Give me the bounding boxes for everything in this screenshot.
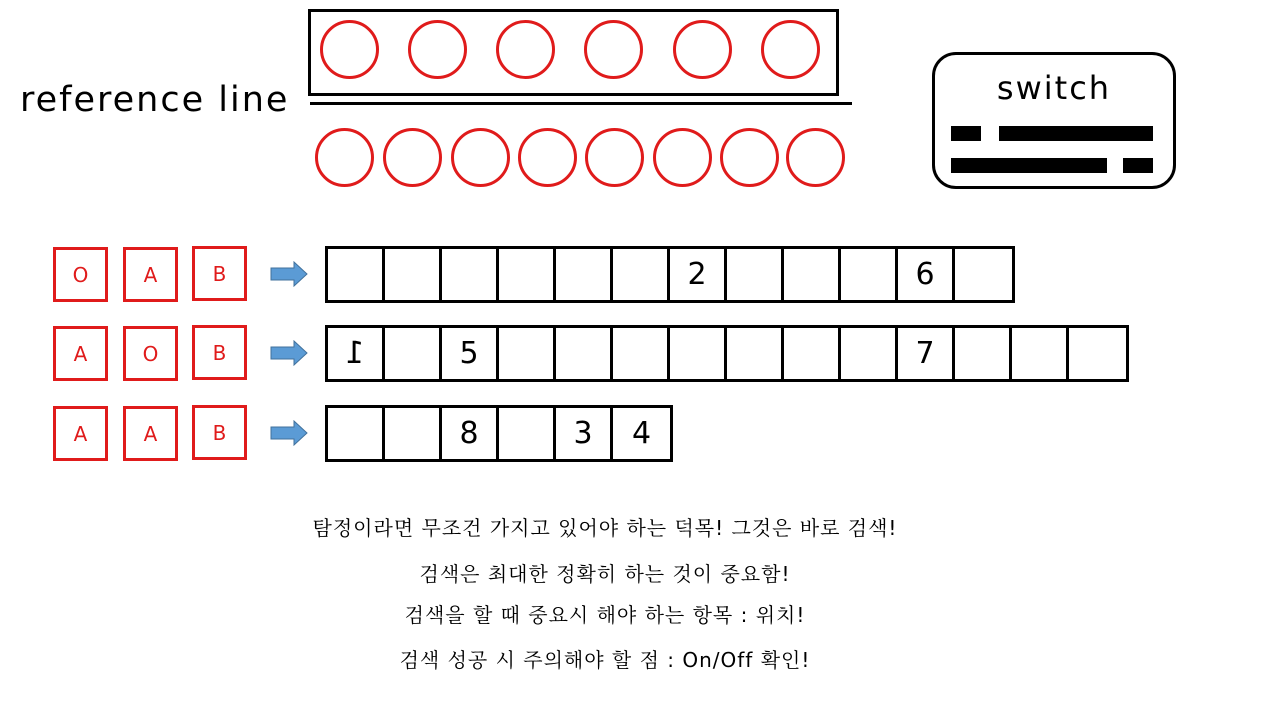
switch-bar [951, 158, 1107, 173]
switch-bar [999, 126, 1153, 141]
rule-letter-box: A [53, 406, 108, 461]
right-arrow-icon [270, 420, 308, 446]
rule-letter-box: A [53, 326, 108, 381]
token-circle[interactable] [585, 128, 644, 187]
grid-cell[interactable] [556, 328, 613, 379]
grid-cell[interactable] [841, 249, 898, 300]
note-line: 탐정이라면 무조건 가지고 있어야 하는 덕목! 그것은 바로 검색! [312, 516, 898, 540]
grid-cell[interactable]: 2 [670, 249, 727, 300]
token-circle[interactable] [761, 20, 820, 79]
switch-bar [1123, 158, 1153, 173]
grid-cell[interactable] [499, 249, 556, 300]
grid-cell[interactable] [613, 328, 670, 379]
grid-cell[interactable] [784, 328, 841, 379]
token-circle[interactable] [315, 128, 374, 187]
grid-cell[interactable] [385, 408, 442, 459]
token-circle[interactable] [451, 128, 510, 187]
grid-cell[interactable]: 4 [631, 416, 652, 451]
reference-line [310, 102, 852, 105]
grid-cell[interactable] [784, 249, 841, 300]
upper-token-tray [308, 9, 839, 96]
token-circle[interactable] [518, 128, 577, 187]
grid-cell[interactable]: 3 [556, 408, 613, 459]
grid-cell[interactable] [1012, 328, 1069, 379]
switch-bar [951, 126, 981, 141]
grid-cell[interactable]: 7 [898, 328, 955, 379]
grid-cell[interactable] [385, 249, 442, 300]
rule-letter-box: A [123, 247, 178, 302]
grid-cell[interactable] [328, 408, 385, 459]
token-circle[interactable] [320, 20, 379, 79]
cell-row [325, 325, 1129, 382]
note-line: 검색 성공 시 주의해야 할 점 : On/Off 확인! [399, 648, 811, 672]
token-circle[interactable] [584, 20, 643, 79]
rule-letter-box: B [192, 246, 247, 301]
rule-letter-box: O [123, 326, 178, 381]
rule-letter-box: B [192, 325, 247, 380]
reference-line-label: reference line [20, 80, 290, 120]
grid-cell[interactable]: 6 [898, 249, 955, 300]
grid-cell[interactable] [670, 328, 727, 379]
token-circle[interactable] [720, 128, 779, 187]
token-circle[interactable] [496, 20, 555, 79]
right-arrow-icon [270, 340, 308, 366]
grid-cell[interactable] [1069, 328, 1126, 379]
token-circle[interactable] [673, 20, 732, 79]
grid-cell[interactable] [955, 328, 1012, 379]
grid-cell[interactable] [841, 328, 898, 379]
grid-cell[interactable] [328, 249, 385, 300]
token-circle[interactable] [408, 20, 467, 79]
grid-cell[interactable] [442, 249, 499, 300]
grid-cell[interactable] [385, 328, 442, 379]
cell-row [325, 405, 673, 462]
grid-cell[interactable] [499, 408, 556, 459]
grid-cell[interactable] [328, 328, 385, 379]
switch-title: switch [996, 69, 1112, 107]
rule-letter-box: O [53, 247, 108, 302]
cell-value: 1 [345, 336, 365, 371]
grid-cell[interactable] [727, 328, 784, 379]
note-line: 검색은 최대한 정확히 하는 것이 중요함! [419, 562, 791, 586]
right-arrow-icon [270, 261, 308, 287]
note-line: 검색을 할 때 중요시 해야 하는 항목 : 위치! [404, 603, 806, 627]
switch-panel[interactable] [932, 52, 1176, 189]
grid-cell[interactable] [556, 249, 613, 300]
rule-letter-box: A [123, 406, 178, 461]
grid-cell[interactable]: 8 [442, 408, 499, 459]
grid-cell[interactable]: 5 [442, 328, 499, 379]
cell-row [325, 246, 1015, 303]
token-circle[interactable] [653, 128, 712, 187]
grid-cell[interactable] [613, 249, 670, 300]
grid-cell[interactable] [499, 328, 556, 379]
token-circle[interactable] [383, 128, 442, 187]
grid-cell[interactable] [727, 249, 784, 300]
token-circle[interactable] [786, 128, 845, 187]
grid-cell[interactable] [955, 249, 1012, 300]
rule-letter-box: B [192, 405, 247, 460]
